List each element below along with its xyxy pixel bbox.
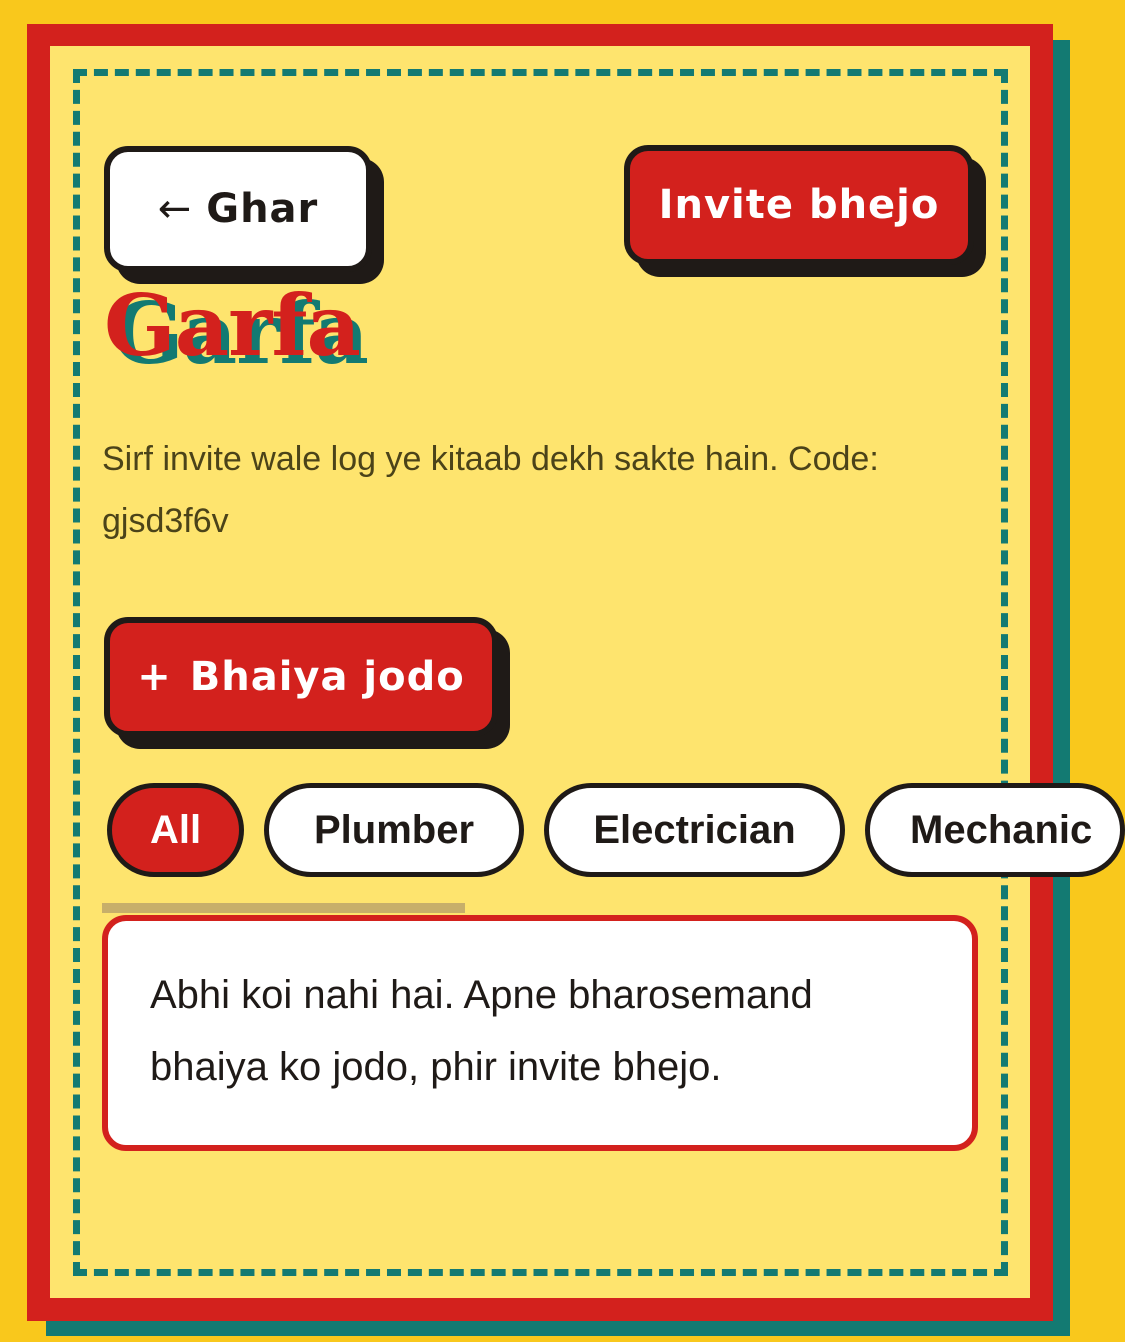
invite-button[interactable] [624,145,974,265]
invite-button-label: Invite bhejo [658,182,940,228]
back-arrow-icon: ← [157,186,193,232]
page-title: Garfa [104,276,360,375]
filter-chip-electrician[interactable]: Electrician [544,783,845,877]
filter-chip-plumber[interactable]: Plumber [264,783,524,877]
empty-state-message: Abhi koi nahi hai. Apne bharosemand bhaiya ko jodo, phir invite bhejo. [150,973,813,1089]
back-button-label: Ghar [206,186,319,232]
add-bhaiya-button[interactable] [104,617,498,737]
add-bhaiya-label: Bhaiya jodo [189,654,465,700]
category-filter-bar[interactable] [104,780,1093,882]
filter-chip-mechanic[interactable]: Mechanic [865,783,1125,877]
filter-chip-all[interactable]: All [107,783,244,877]
plus-icon: + [137,654,172,700]
back-home-button[interactable] [104,146,372,272]
filter-scrollbar[interactable] [102,903,976,913]
filter-chip-row [107,783,1125,877]
filter-scrollbar-thumb[interactable] [102,903,465,913]
page-subtitle: Sirf invite wale log ye kitaab dekh sakte hain. Code: gjsd3f6v [102,440,879,540]
empty-state-card [102,915,978,1151]
